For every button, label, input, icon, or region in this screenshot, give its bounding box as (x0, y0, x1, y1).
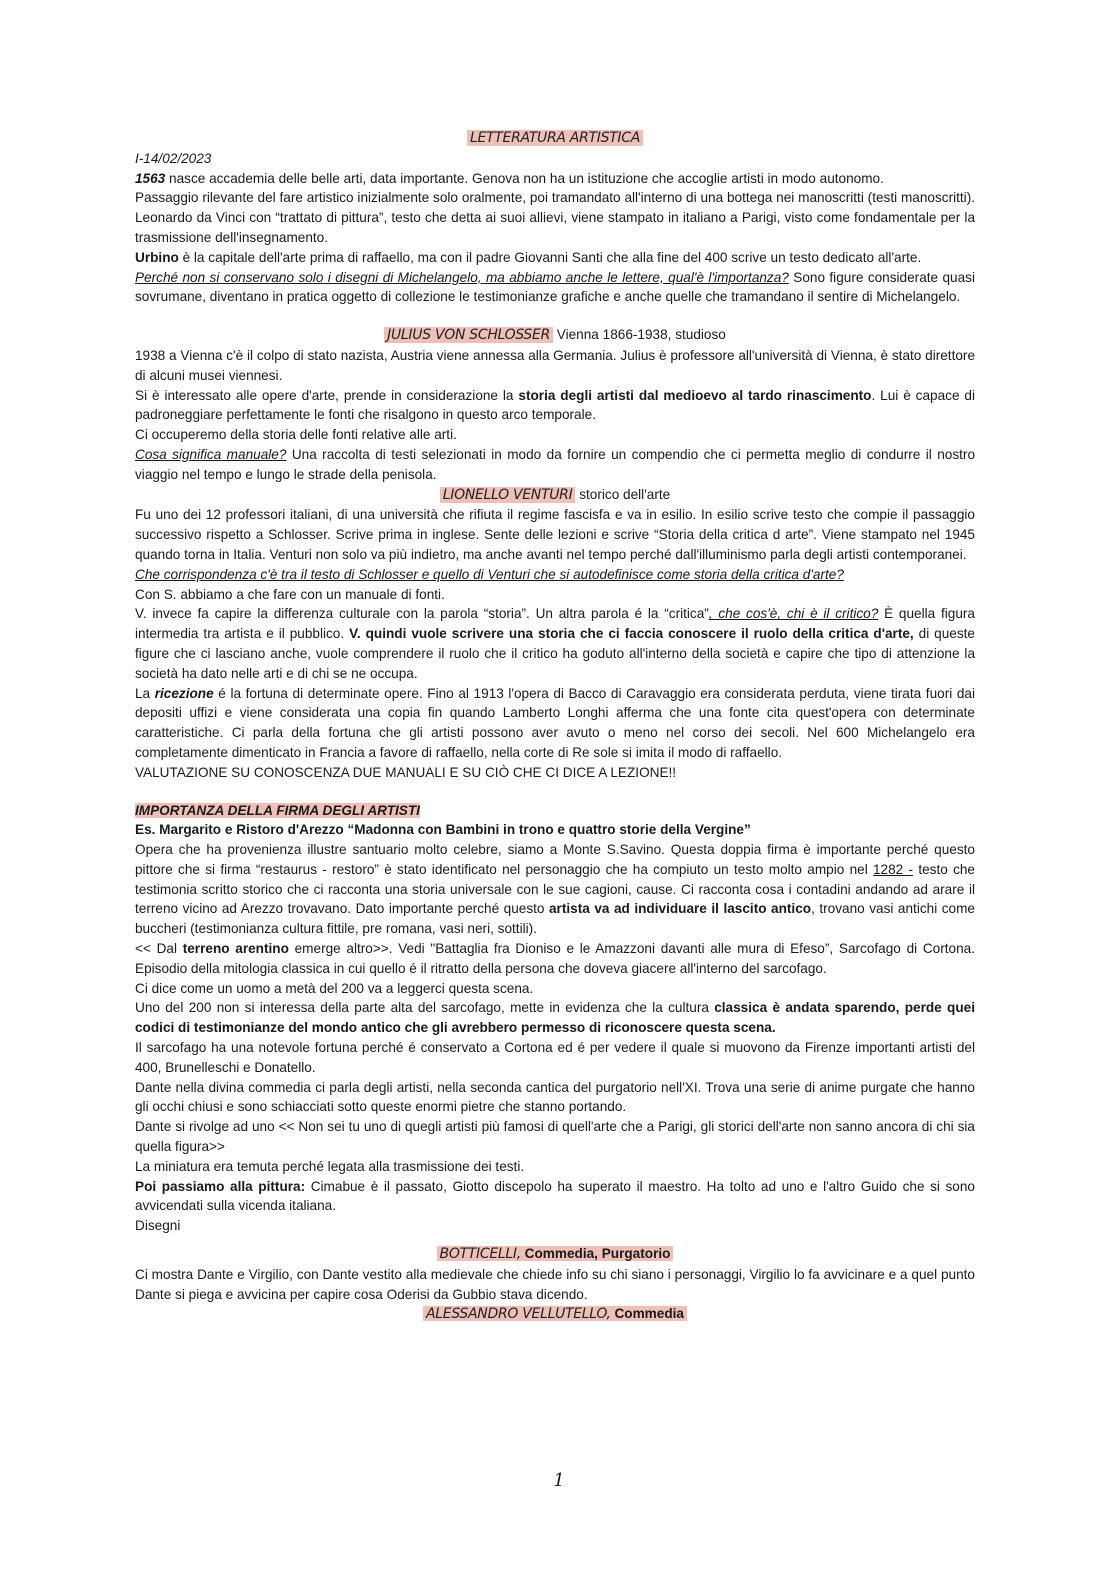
firma-paragraph-10: Disegni (135, 1218, 181, 1234)
document-body (135, 128, 975, 1325)
firma-paragraph-1: Opera che ha provenienza illustre santuario molto celebre, siamo a Monte S.Savino. Questa doppia firma è importante perché questo pittore che si firma “restaurus - restoro” è stato identificato nel personaggio che ha compiuto un testo molto ampio nel 1282 - testo che testimonia scritto storico che ci racconta una storia universale con le sue cagioni, cause. Ci racconta cosa i contadini andando ad arare il terreno vicino ad Arezzo trovavano. Dato importante perché questo artista va ad individuare il lascito antico, trovano vasi antichi come buccheri (testimonianza cultura fittile, pre romana, vasi neri, sottili). (135, 842, 975, 937)
venturi-paragraph-3: Con S. abbiamo a che fare con un manuale di fonti. (135, 586, 445, 602)
year-1563: 1563 (135, 170, 166, 186)
venturi-question: Che corrispondenza c'è tra il testo di Schlosser e quello di Venturi che si autodefinisce come storia della critica d'arte? (135, 566, 844, 582)
firma-paragraph-7: Dante si rivolge ad uno << Non sei tu uno di quegli artisti più famosi di quell'arte che a Parigi, gli storici dell'arte non sanno ancora di chi sia quella figura>> (135, 1119, 975, 1155)
intro-paragraph-1: 1563 nasce accademia delle belle arti, data importante. Genova non ha un istituzione che accoglie artisti in modo autonomo. (135, 170, 884, 186)
document-title-line (135, 128, 975, 149)
question-manuale: Cosa significa manuale? (135, 446, 287, 462)
firma-paragraph-5: Il sarcofago ha una notevole fortuna perché é conservato a Cortona ed é per vedere il quale si muovono da Firenze importanti artisti del 400, Brunelleschi e Donatello. (135, 1040, 975, 1075)
venturi-exam-note: VALUTAZIONE SU CONOSCENZA DUE MANUALI E SU CIÒ CHE CI DICE A LEZIONE!! (135, 764, 677, 780)
firma-paragraph-6: Dante nella divina commedia ci parla degli artisti, nella seconda cantica del purgatorio nell'XI. Trova una serie di anime purgate che hanno gli occhi chiusi e sono schiacciati sotto queste enormi pietre che stanno portando. (135, 1079, 975, 1115)
schlosser-heading: JULIUS VON SCHLOSSER (384, 327, 553, 343)
firma-heading: IMPORTANZA DELLA FIRMA DEGLI ARTISTI (135, 802, 420, 818)
question-michelangelo: Perché non si conservano solo i disegni di Michelangelo, ma abbiamo anche le lettere, qual'è l'importanza? (135, 269, 789, 285)
year-1282: 1282 - (873, 861, 914, 877)
firma-subheading: Es. Margarito e Ristoro d'Arezzo “Madonna con Bambini in trono e quattro storie della Vergine” (135, 822, 751, 838)
venturi-paragraph-5: La ricezione é la fortuna di determinate opere. Fino al 1913 l'opera di Bacco di Caravaggio era considerata perduta, viene tirata fuori dai depositi uffizi e viene considerata una copia fin quando Lamberto Longhi afferma che una fonte cita quest'opera con determinate caratteristiche. Ci parla della fortuna che gli artisti possono aver avuto o meno nel corso dei secoli. Nel 600 Michelangelo era completamente dimenticato in Francia a favore di raffaello, nella corte di Re sole si imita il modo di raffaello. (135, 685, 975, 760)
page-number: 1 (553, 1470, 565, 1491)
document-title: LETTERATURA ARTISTICA (467, 130, 643, 146)
firma-heading-line (135, 801, 975, 821)
schlosser-heading-line: JULIUS VON SCHLOSSER Vienna 1866-1938, studioso (135, 325, 975, 346)
botticelli-heading: BOTTICELLI, Commedia, Purgatorio (437, 1246, 674, 1261)
firma-paragraph-8: La miniatura era temuta perché legata alla trasmissione dei testi. (135, 1158, 525, 1174)
intro-paragraph-4: Perché non si conservano solo i disegni di Michelangelo, ma abbiamo anche le lettere, qual'è l'importanza? Sono figure considerate quasi sovrumane, diventano in pratica oggetto di collezione le testimonianze grafiche e anche quelle che tramandano il sentire di Michelangelo. (135, 269, 975, 305)
vellutello-heading-line (135, 1304, 975, 1325)
schlosser-paragraph-1: 1938 a Vienna c'è il colpo di stato nazista, Austria viene annessa alla Germania. Julius è professore all'università di Vienna, è stato direttore di alcuni musei viennesi. (135, 347, 975, 383)
botticelli-heading-line (135, 1244, 975, 1265)
firma-paragraph-2: << Dal terreno arentino emerge altro>>. Vedi "Battaglia fra Dioniso e le Amazzoni davanti alle mura di Efeso”, Sarcofago di Cortona. Episodio della mitologia classica in cui quello é il ritratto della persona che doveva giacere all'interno del sarcofago. (135, 941, 976, 976)
schlosser-paragraph-3: Ci occuperemo della storia delle fonti relative alle arti. (135, 427, 457, 443)
firma-paragraph-3: Ci dice come un uomo a metà del 200 va a leggerci questa scena. (135, 980, 534, 996)
venturi-heading-line: LIONELLO VENTURI storico dell'arte (135, 485, 975, 506)
schlosser-paragraph-2: Si è interessato alle opere d'arte, prende in considerazione la storia degli artisti dal medioevo al tardo rinascimento. Lui è capace di padroneggiare perfettamente le fonti che risalgono in questo arco temporale. (135, 387, 976, 423)
firma-paragraph-9: Poi passiamo alla pittura: Cimabue è il passato, Giotto discepolo ha superato il maestro. Ha tolto ad uno e l'altro Guido che si sono avvicendati sulla vicenda italiana. (135, 1178, 975, 1214)
venturi-paragraph-4: V. invece fa capire la differenza culturale con la parola “storia”. Un altra parola é la “critica”, che cos'è, chi è il critico? È quella figura intermedia tra artista e il pubblico. V. quindi vuole scrivere una storia che ci faccia conoscere il ruolo della critica d'arte, di queste figure che ci lasciano anche, vuole comprendere il ruolo che il critico ha goduto all'interno della società e capire che tipo di attenzione la società ha dato nelle arti e di chi se ne occupa. (135, 606, 975, 681)
lecture-date: I-14/02/2023 (135, 150, 212, 166)
venturi-paragraph-1: Fu uno dei 12 professori italiani, di una università che rifiuta il regime fascisfa e va in esilio. In esilio scrive testo che compie il passaggio successivo rispetto a Schlosser. Scrive prima in inglese. Sente delle lezioni e scrive “Storia della critica d arte”. Viene stampato nel 1945 quando torna in Italia. Venturi non solo va più indietro, ma anche avanti nel tempo perché dall'illuminismo parla degli artisti contemporanei. (135, 507, 975, 562)
intro-paragraph-2: Passaggio rilevante del fare artistico inizialmente solo oralmente, poi tramandato all'interno di una bottega nei manoscritti (testi manoscritti). Leonardo da Vinci con “trattato di pittura”, testo che detta ai suoi allievi, viene stampato in italiano a Parigi, visto come fondamentale per la trasmissione dell'insegnamento. (135, 190, 975, 245)
firma-paragraph-4: Uno del 200 non si interessa della parte alta del sarcofago, mette in evidenza che la cultura classica è andata sparendo, perde quei codici di testimonianze del mondo antico che gli avrebbero permesso di riconoscere questa scena. (135, 1000, 975, 1036)
term-ricezione: ricezione (154, 685, 214, 701)
schlosser-paragraph-4: Cosa significa manuale? Una raccolta di testi selezionati in modo da fornire un compendio che ci permetta meglio di condurre il nostro viaggio nel tempo e lungo le strade della penisola. (135, 446, 976, 482)
botticelli-paragraph-1: Ci mostra Dante e Virgilio, con Dante vestito alla medievale che chiede info su chi siano i personaggi, Virgilio lo fa avvicinare e a quel punto Dante si piega e avvicina per capire cosa Oderisi da Gubbio stava dicendo. (135, 1266, 975, 1302)
vellutello-heading: ALESSANDRO VELLUTELLO, Commedia (423, 1306, 687, 1321)
venturi-heading: LIONELLO VENTURI (440, 487, 576, 503)
intro-paragraph-3: Urbino è la capitale dell'arte prima di raffaello, ma con il padre Giovanni Santi che alla fine del 400 scrive un testo dedicato all'arte. (135, 249, 922, 265)
question-critico: , che cos'è, chi è il critico? (708, 606, 879, 622)
